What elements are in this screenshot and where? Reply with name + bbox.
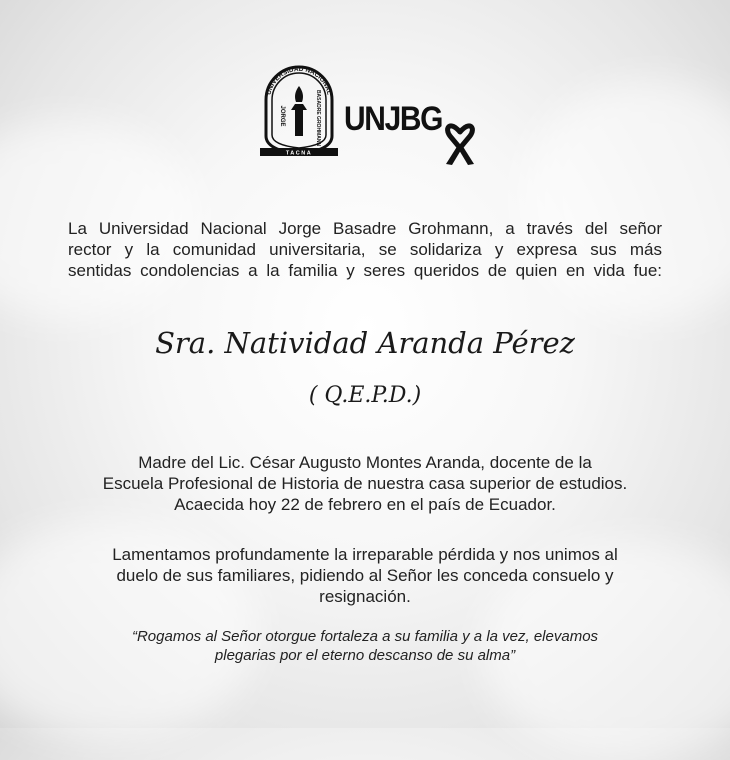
- brand-name: UNJBG: [344, 100, 443, 138]
- seal-top-text: UNIVERSIDAD NACIONAL: [265, 65, 333, 96]
- background-cloud: [520, 80, 730, 320]
- details-line: Acaecida hoy 22 de febrero en el país de Ecuador.: [174, 495, 556, 514]
- prayer-line: plegarias por el eterno descanso de su alma”: [214, 647, 516, 664]
- condolence-line: Lamentamos profundamente la irreparable pérdida y nos unimos al: [112, 545, 618, 564]
- seal-bottom-text: TACNA: [285, 150, 313, 157]
- intro-line: La Universidad Nacional Jorge Basadre Grohmann, a través del señor: [68, 219, 662, 238]
- details-paragraph: [40, 452, 690, 515]
- rip-text: ( Q.E.P.D.): [308, 383, 422, 408]
- mourning-ribbon-icon: [442, 118, 478, 168]
- details-line: Madre del Lic. César Augusto Montes Aranda, docente de la: [138, 453, 592, 472]
- intro-line: rector y la comunidad universitaria, se solidariza y expresa sus más: [68, 240, 662, 259]
- prayer-quote: [60, 627, 670, 665]
- details-line: Escuela Profesional de Historia de nuestra casa superior de estudios.: [102, 474, 628, 493]
- condolence-line: resignación.: [319, 587, 411, 606]
- seal-left-text: JORGE: [279, 105, 285, 127]
- condolence-line: duelo de sus familiares, pidiendo al Señor les conceda consuelo y: [116, 566, 614, 585]
- intro-line: sentidas condolencias a la familia y seres queridos de quien en vida fue:: [68, 261, 662, 280]
- prayer-line: “Rogamos al Señor otorgue fortaleza a su familia y a la vez, elevamos: [131, 628, 599, 645]
- deceased-name: Sra. Natividad Aranda Pérez: [155, 326, 575, 360]
- university-logo: [258, 60, 498, 170]
- seal-right-text: BASADRE GROHMANN: [315, 89, 321, 147]
- intro-paragraph: [68, 218, 662, 281]
- university-seal-icon: [258, 60, 340, 160]
- condolence-paragraph: [40, 544, 690, 607]
